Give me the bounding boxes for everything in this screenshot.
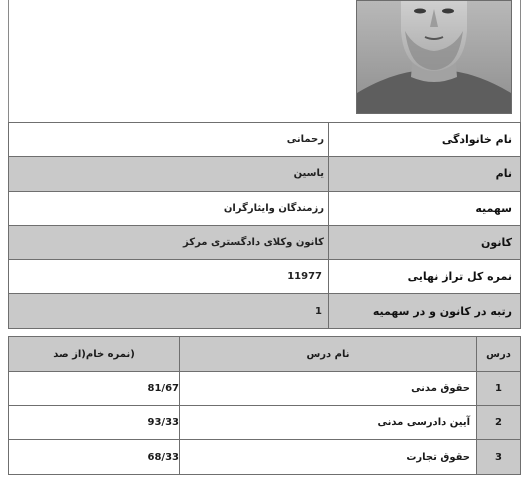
row-bar-association [8,226,521,260]
frame-line-right [520,0,521,122]
courses-header-row [9,337,520,372]
course-index: 1 [476,372,520,405]
family-name-label: نام خانوادگی [329,123,521,156]
header-raw-score: (نمره خام(از صد [53,348,135,360]
course-grade: 68/33 [9,440,179,474]
table-row [9,440,520,474]
header-course: درس [476,337,520,371]
total-score-value: 11977 [287,271,322,283]
profile-photo [356,0,512,114]
quota-value: رزمندگان وایثارگران [8,192,329,225]
course-index: 3 [476,440,520,474]
first-name-value: یاسین [8,157,329,190]
family-name-value: رحمانی [8,123,329,156]
table-row [9,406,520,440]
row-family-name [8,123,521,157]
course-grade: 93/33 [9,406,179,439]
row-rank [8,294,521,328]
rank-value: 1 [315,305,322,317]
row-quota [8,192,521,226]
course-name: حقوق مدنی [179,372,476,405]
profile-table [8,122,521,329]
row-first-name [8,157,521,191]
course-name: حقوق تجارت [179,440,476,474]
bar-association-label: کانون [329,226,521,259]
rank-label: رتبه در کانون و در سهمیه [329,294,521,327]
portrait-image [357,1,511,113]
header-course-name: نام درس [179,337,476,371]
course-grade: 81/67 [9,372,179,405]
first-name-label: نام [329,157,521,190]
frame-line-left [8,0,9,122]
rank-value-cell [8,294,329,327]
total-score-value-cell [8,260,329,293]
course-index: 2 [476,406,520,439]
table-row [9,372,520,406]
courses-table [8,336,521,475]
total-score-label: نمره کل تراز نهایی [329,260,521,293]
course-name: آیین دادرسی مدنی [179,406,476,439]
bar-association-value: کانون وکلای دادگستری مرکز [8,226,329,259]
row-total-score [8,260,521,294]
quota-label: سهمیه [329,192,521,225]
